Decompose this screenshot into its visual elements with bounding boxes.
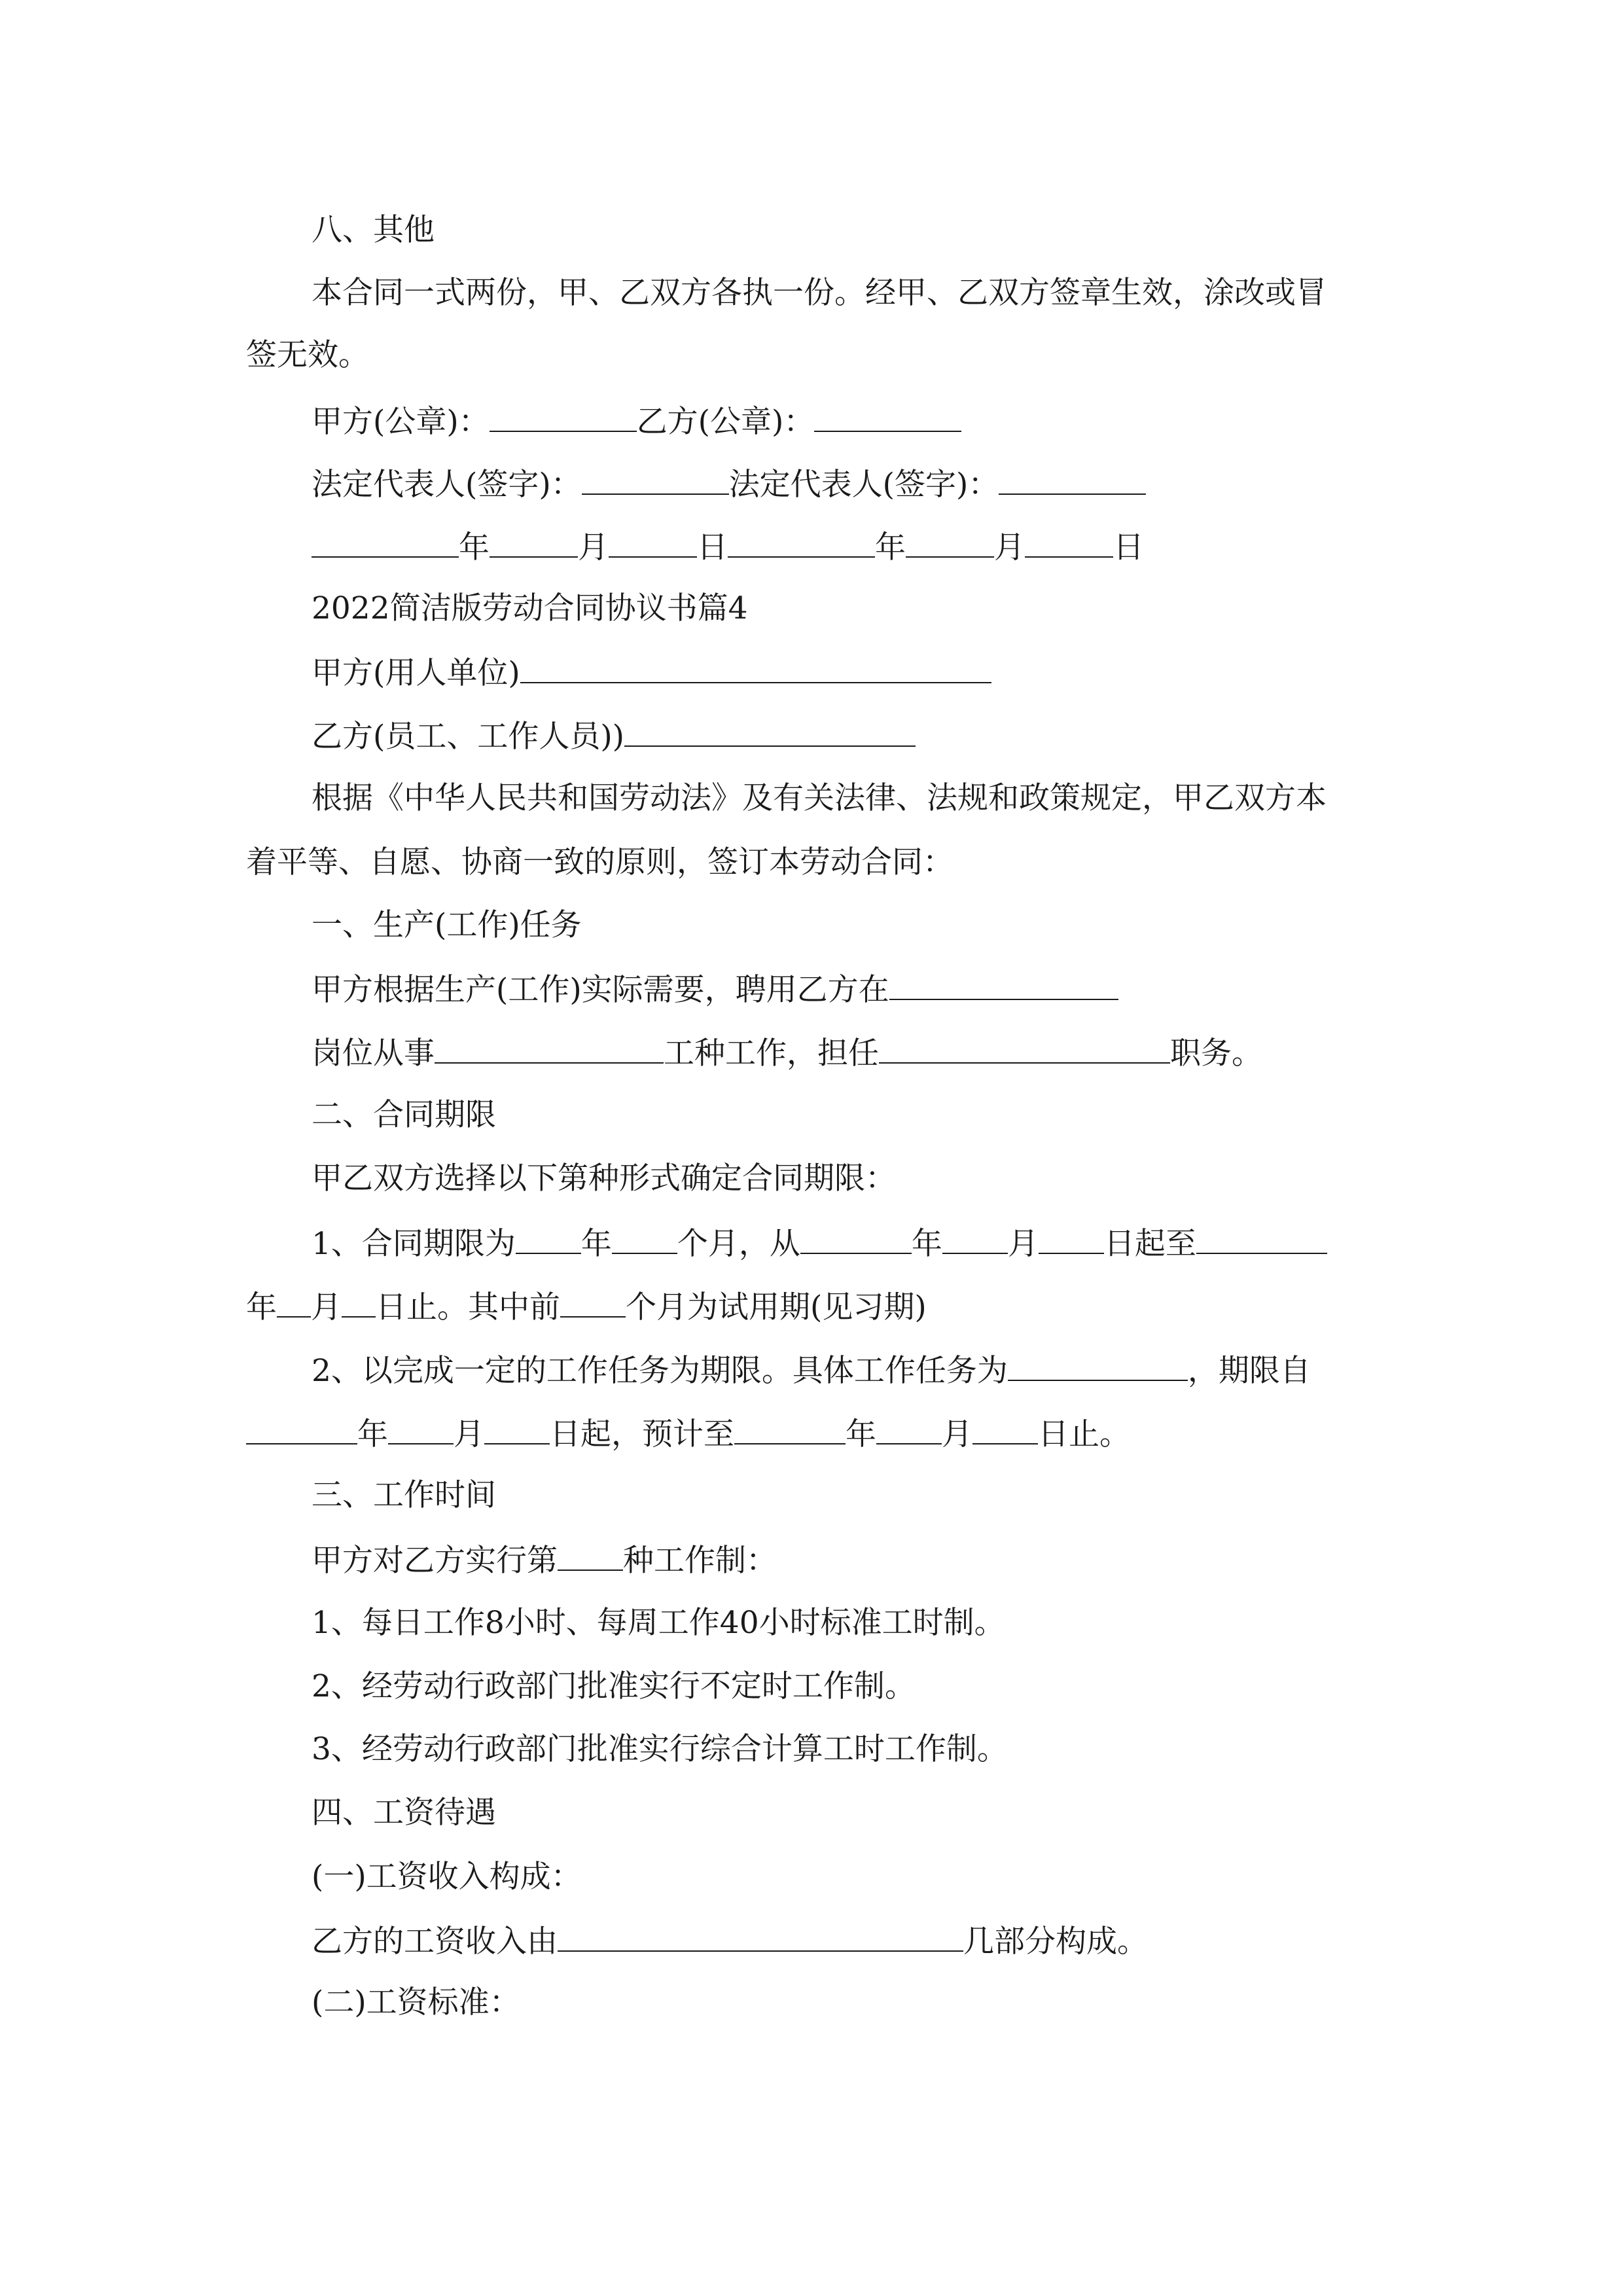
section-2-item-2-cont: 年 月 日起，预计至 年 月 日止。: [246, 1413, 1378, 1452]
party-a-employer-line: 甲方(用人单位): [246, 652, 1378, 691]
party-b-seal-blank: [814, 401, 961, 432]
section-2-item-1-cont: 年 月 日止。其中前 个月为试用期(见习期): [246, 1286, 1378, 1325]
signature-seal-line: 甲方(公章)： 乙方(公章)：: [246, 401, 1378, 440]
signature-date-line: 年 月 日 年 月 日: [246, 526, 1378, 565]
section-3-heading: 三、工作时间: [312, 1477, 496, 1513]
section-2-heading: 二、合同期限: [312, 1097, 496, 1133]
section-3-intro: 甲方对乙方实行第 种工作制：: [246, 1539, 1378, 1579]
employer-blank: [520, 652, 991, 683]
section-1-line-1: 甲方根据生产(工作)实际需要，聘用乙方在: [246, 969, 1378, 1008]
party-b-employee-line: 乙方(员工、工作人员)): [246, 715, 1378, 755]
position-blank: [879, 1032, 1170, 1064]
workplace-blank: [889, 969, 1118, 1000]
post-blank: [435, 1032, 664, 1064]
section-4-sub-2: (二)工资标准：: [312, 1984, 520, 2020]
employee-blank: [624, 715, 916, 747]
intro-paragraph: 根据《中华人民共和国劳动法》及有关法律、法规和政策规定，甲乙双方本: [312, 780, 1327, 816]
paragraph-copies-cont: 签无效。: [246, 337, 369, 373]
section-2-intro: 甲乙双方选择以下第种形式确定合同期限：: [312, 1160, 896, 1196]
legal-rep-a-blank: [582, 463, 729, 495]
task-blank: [1008, 1350, 1188, 1381]
section-4-heading: 四、工资待遇: [312, 1795, 496, 1831]
heading-other: 八、其他: [312, 212, 435, 248]
section-1-heading: 一、生产(工作)任务: [312, 907, 582, 943]
section-3-item-3: 3、经劳动行政部门批准实行综合计算工时工作制。: [312, 1731, 1008, 1767]
section-3-item-2: 2、经劳动行政部门批准实行不定时工作制。: [312, 1668, 916, 1704]
section-4-sub-1-line: 乙方的工资收入由 几部分构成。: [246, 1920, 1378, 1960]
article-title: 2022简洁版劳动合同协议书篇4: [312, 590, 748, 626]
party-a-seal-blank: [490, 401, 637, 432]
paragraph-copies: 本合同一式两份，甲、乙双方各执一份。经甲、乙双方签章生效，涂改或冒: [312, 275, 1327, 311]
wage-components-blank: [558, 1920, 963, 1952]
legal-rep-b-blank: [999, 463, 1146, 495]
legal-representative-line: 法定代表人(签字)： 法定代表人(签字)：: [246, 463, 1378, 503]
section-2-item-1: 1、合同期限为 年 个月，从 年 月 日起至: [246, 1223, 1378, 1262]
section-3-item-1: 1、每日工作8小时、每周工作40小时标准工时制。: [312, 1605, 1005, 1641]
intro-paragraph-cont: 着平等、自愿、协商一致的原则，签订本劳动合同：: [246, 844, 954, 880]
section-2-item-2: 2、以完成一定的工作任务为期限。具体工作任务为 ，期限自: [246, 1350, 1378, 1389]
section-4-sub-1: (一)工资收入构成：: [312, 1859, 582, 1895]
section-1-line-2: 岗位从事 工种工作，担任 职务。: [246, 1032, 1378, 1071]
